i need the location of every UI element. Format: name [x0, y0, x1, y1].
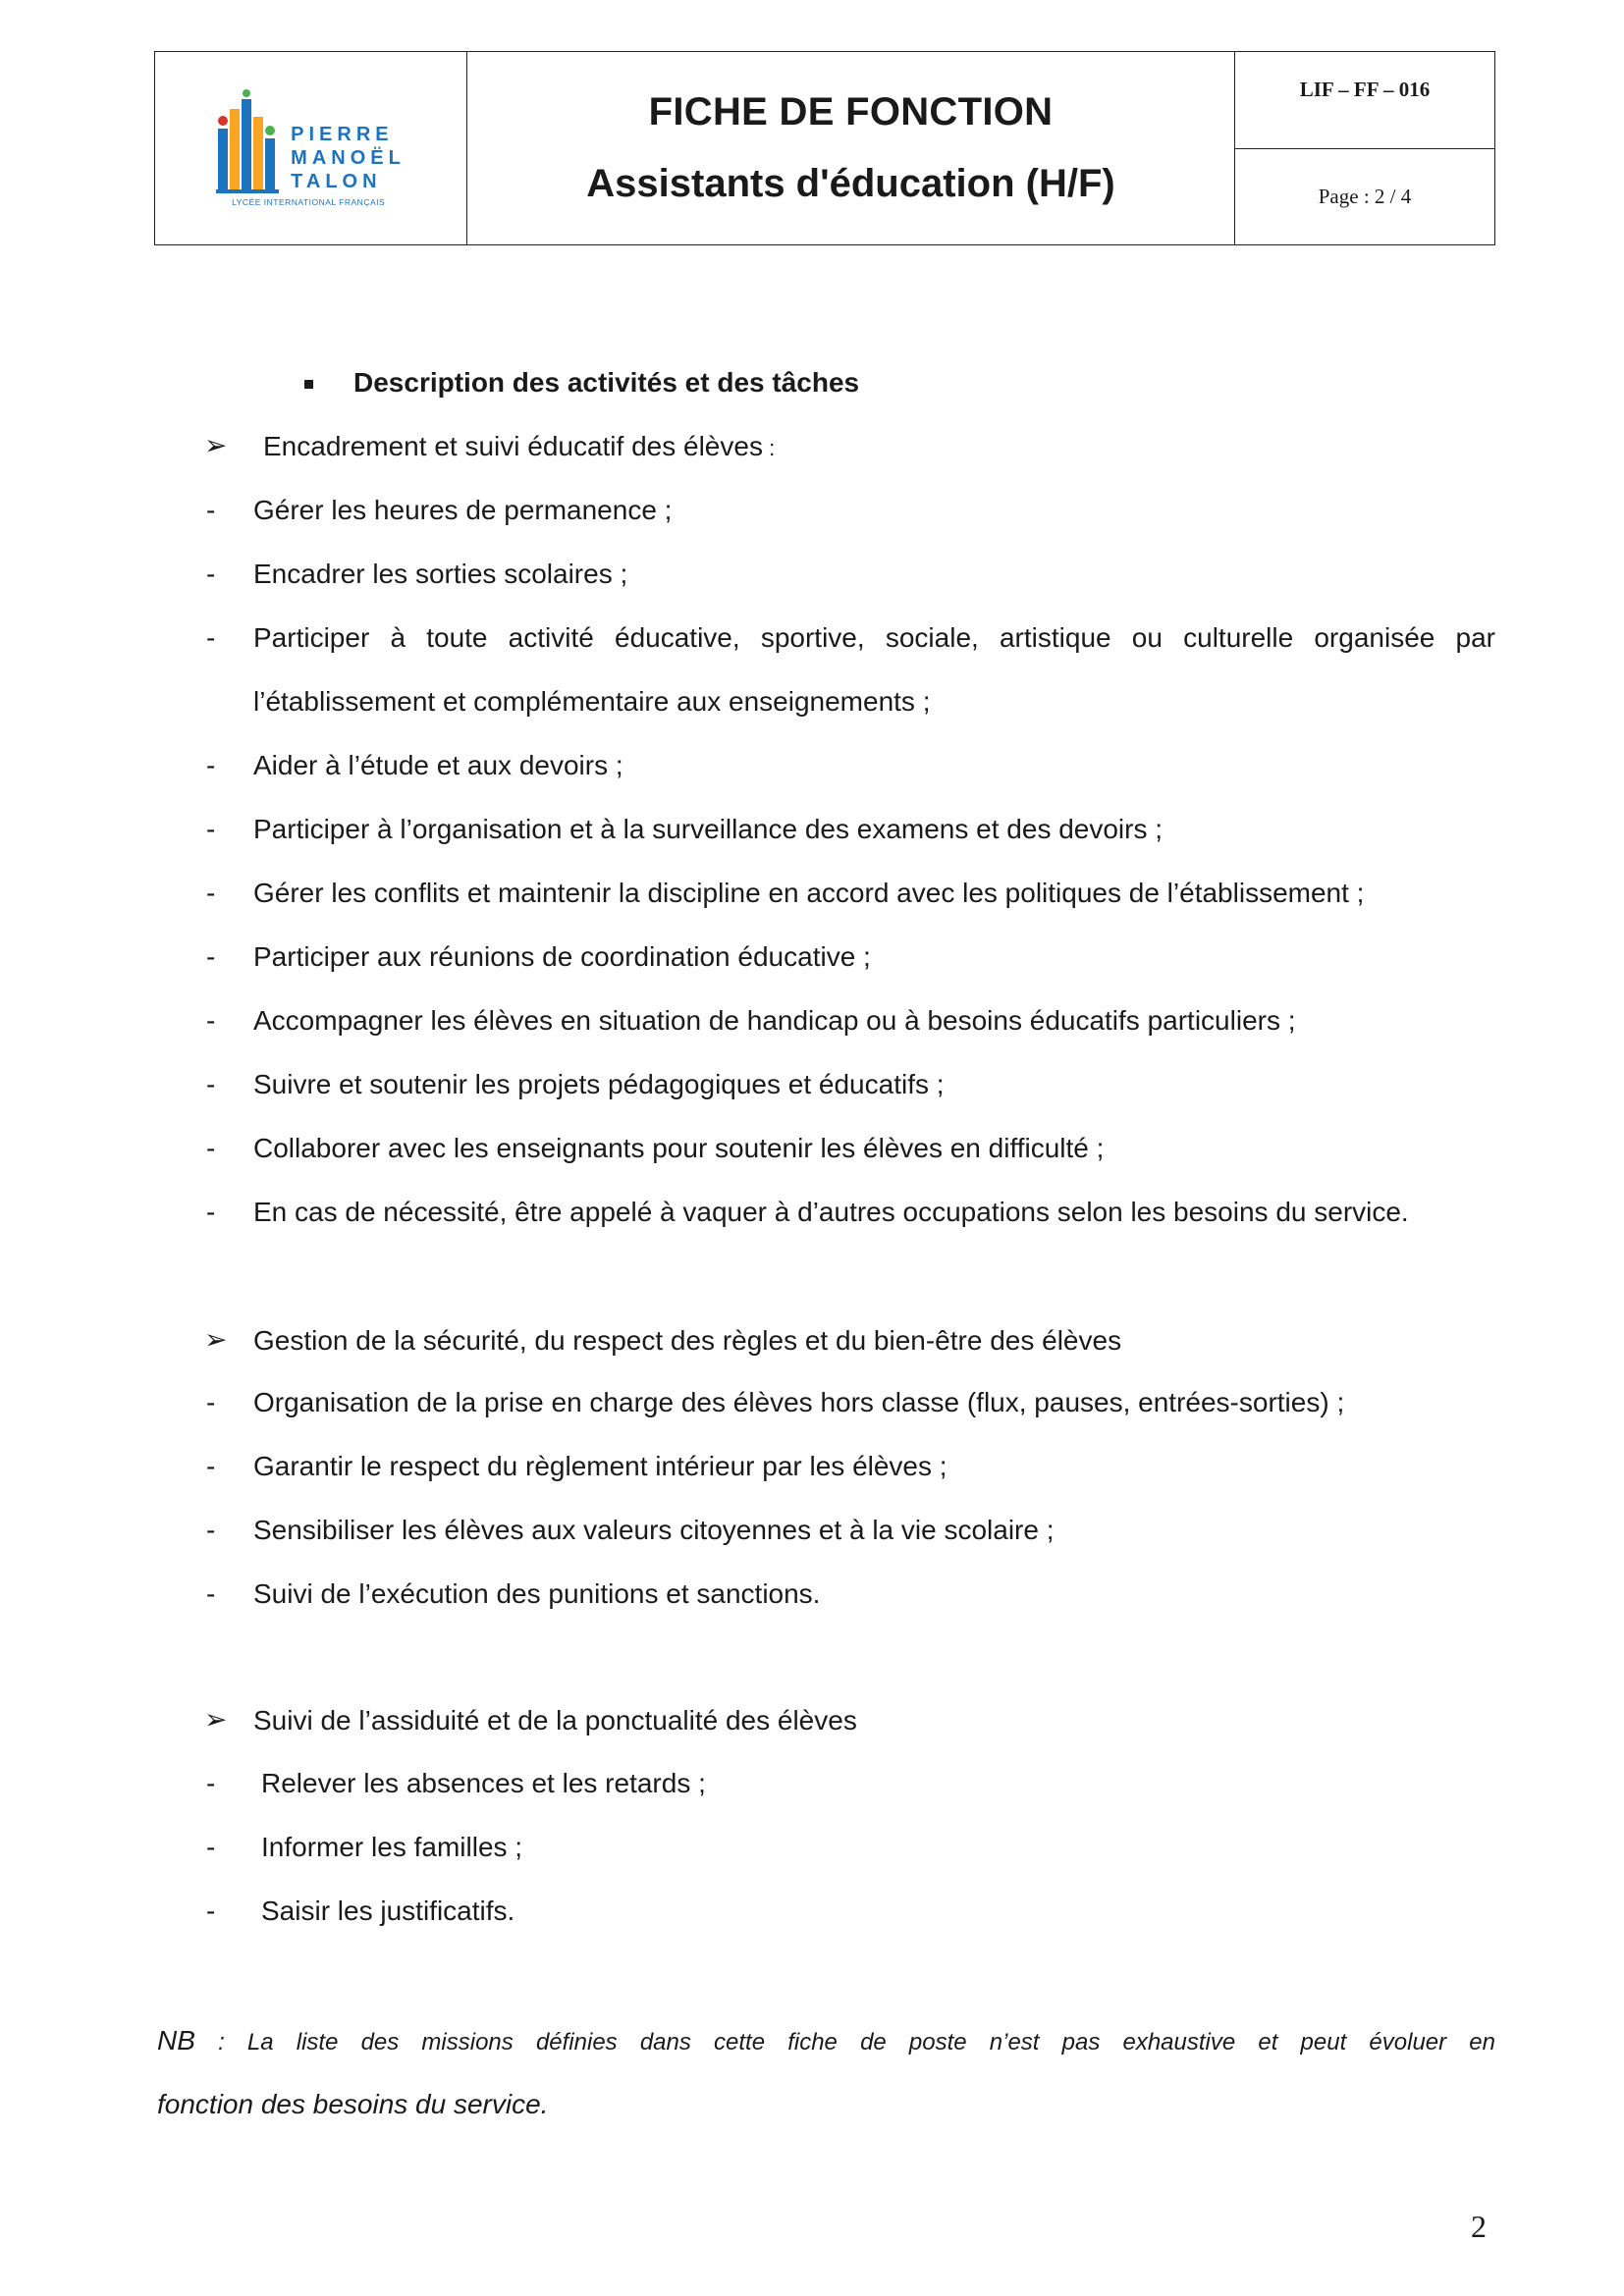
- subsection-title-2: Gestion de la sécurité, du respect des règles et du bien-être des élèves: [253, 1325, 1122, 1356]
- subsection-title-1: Encadrement et suivi éducatif des élèves :: [263, 431, 776, 461]
- meta-cell: [1235, 52, 1494, 244]
- list-item: Organisation de la prise en charge des élèves hors classe (flux, pauses, entrées-sorties) ;: [253, 1387, 1345, 1417]
- list-item: Informer les familles ;: [261, 1832, 523, 1862]
- list-item: Garantir le respect du règlement intérieur par les élèves ;: [253, 1451, 947, 1481]
- document-header: [154, 51, 1495, 245]
- list-item: Gérer les conflits et maintenir la discipline en accord avec les politiques de l’établissement ;: [253, 878, 1365, 908]
- note-line-2: fonction des besoins du service.: [157, 2089, 549, 2119]
- document-reference: LIF – FF – 016: [1235, 52, 1494, 149]
- title-cell: [467, 52, 1235, 244]
- list-item: Collaborer avec les enseignants pour soutenir les élèves en difficulté ;: [253, 1133, 1105, 1163]
- list-item: Relever les absences et les retards ;: [261, 1768, 706, 1798]
- list-item: Saisir les justificatifs.: [261, 1896, 515, 1926]
- list-item-continuation: l’établissement et complémentaire aux enseignements ;: [253, 686, 931, 717]
- note-line-1: NB : La liste des missions définies dans cette fiche de poste n’est pas exhaustive et peut évoluer en: [157, 2025, 1495, 2056]
- list-item: Suivre et soutenir les projets pédagogiques et éducatifs ;: [253, 1069, 945, 1099]
- subsection-title-3: Suivi de l’assiduité et de la ponctualité des élèves: [253, 1705, 857, 1735]
- school-logo: [216, 89, 406, 207]
- logo-line-1: PIERRE: [291, 124, 394, 145]
- list-item: Suivi de l’exécution des punitions et sanctions.: [253, 1578, 821, 1609]
- page-indicator: Page : 2 / 4: [1318, 185, 1412, 208]
- page-number: 2: [1471, 2209, 1487, 2244]
- note-label: NB: [157, 2025, 195, 2056]
- arrow-bullet-icon: ➢: [204, 1324, 228, 1355]
- logo-subtitle: LYCÉE INTERNATIONAL FRANÇAIS: [232, 197, 386, 207]
- list-item: Participer aux réunions de coordination éducative ;: [253, 941, 871, 972]
- document-subtitle: Assistants d'éducation (H/F): [586, 162, 1115, 205]
- logo-mark-icon: [216, 89, 285, 197]
- list-item: Participer à l’organisation et à la surveillance des examens et des devoirs ;: [253, 814, 1164, 844]
- list-item: En cas de nécessité, être appelé à vaquer à d’autres occupations selon les besoins du service.: [253, 1197, 1409, 1227]
- list-item: Aider à l’étude et aux devoirs ;: [253, 750, 623, 780]
- document-title: FICHE DE FONCTION: [648, 90, 1054, 133]
- logo-cell: [155, 52, 467, 244]
- arrow-bullet-icon: ➢: [204, 1704, 228, 1735]
- arrow-bullet-icon: ➢: [204, 430, 228, 460]
- list-item: Sensibiliser les élèves aux valeurs citoyennes et à la vie scolaire ;: [253, 1515, 1055, 1545]
- section-heading: Description des activités et des tâches: [353, 367, 860, 398]
- list-item: Accompagner les élèves en situation de handicap ou à besoins éducatifs particuliers ;: [253, 1005, 1296, 1036]
- square-bullet-icon: [304, 380, 313, 389]
- logo-line-3: TALON: [291, 171, 382, 192]
- list-item: Gérer les heures de permanence ;: [253, 495, 673, 525]
- list-item: Participer à toute activité éducative, sportive, sociale, artistique ou culturelle organisée par: [253, 622, 1495, 653]
- logo-line-2: MANOËL: [291, 147, 406, 169]
- list-item: Encadrer les sorties scolaires ;: [253, 559, 628, 589]
